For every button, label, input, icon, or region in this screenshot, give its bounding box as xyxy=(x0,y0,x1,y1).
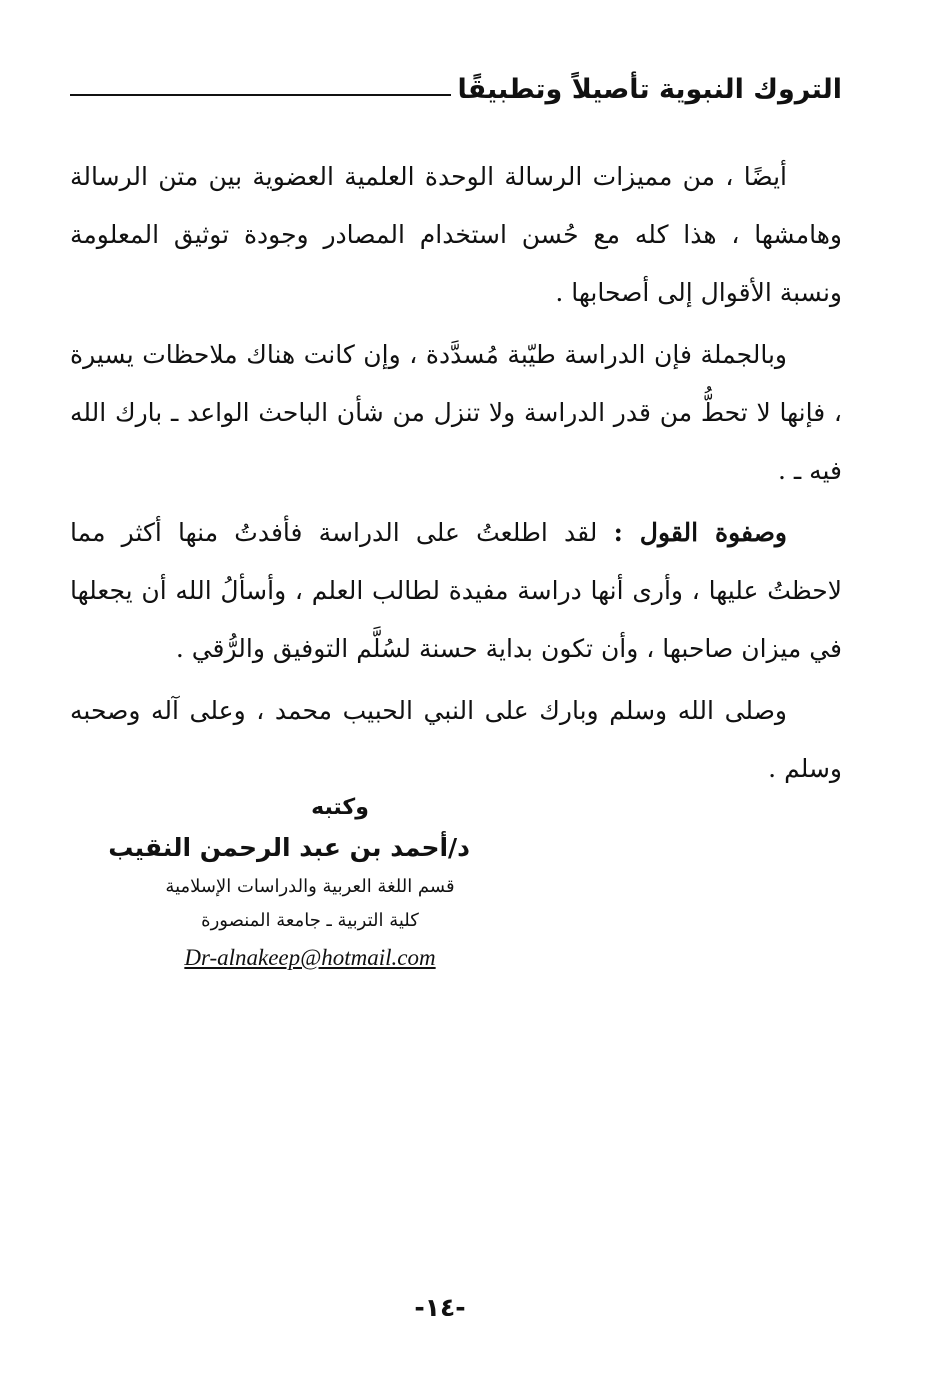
paragraph-4 xyxy=(70,682,842,798)
signature-email-link[interactable]: Dr-alnakeep@hotmail.com xyxy=(184,945,436,970)
paragraph-2-text: وبالجملة فإن الدراسة طيّبة مُسدَّدة ، وإن كانت هناك ملاحظات يسيرة ، فإنها لا تحطُّ من قدر الدراسة ولا تنزل من شأن الباحث الواعد ـ بارك الله فيه ـ . xyxy=(70,340,842,485)
page-number: -١٤- xyxy=(414,1293,466,1322)
paragraph-4-text: وصلى الله وسلم وبارك على النبي الحبيب محمد ، وعلى آله وصحبه وسلم . xyxy=(70,696,842,783)
signature-faculty: كلية التربية ـ جامعة المنصورة xyxy=(201,910,419,931)
paragraph-1-text: أيضًا ، من مميزات الرسالة الوحدة العلمية العضوية بين متن الرسالة وهامشها ، هذا كله مع حُسن استخدام المصادر وجودة توثيق المعلومة ونسبة الأقوال إلى أصحابها . xyxy=(70,162,842,307)
paragraph-2 xyxy=(70,326,842,500)
running-title: التروك النبوية تأصيلاً وتطبيقًا xyxy=(451,72,842,108)
paragraph-3 xyxy=(70,504,842,678)
signature-department: قسم اللغة العربية والدراسات الإسلامية xyxy=(165,876,455,897)
page-header xyxy=(70,72,842,112)
signature-name: د/أحمد بن عبد الرحمن النقيب xyxy=(108,833,470,862)
paragraph-3-text: لقد اطلعتُ على الدراسة فأفدتُ منها أكثر مما لاحظتُ عليها ، وأرى أنها دراسة مفيدة لطالب العلم ، وأسألُ الله أن يجعلها في ميزان صاحبها ، وأن تكون بداية حسنة لسُلَّم التوفيق والرُّقي . xyxy=(70,518,842,663)
signature-block xyxy=(108,790,470,978)
signature-written-by: وكتبه xyxy=(311,795,369,820)
paragraph-1 xyxy=(70,148,842,322)
body-text xyxy=(70,148,842,802)
paragraph-3-lead: وصفوة القول : xyxy=(613,518,787,547)
